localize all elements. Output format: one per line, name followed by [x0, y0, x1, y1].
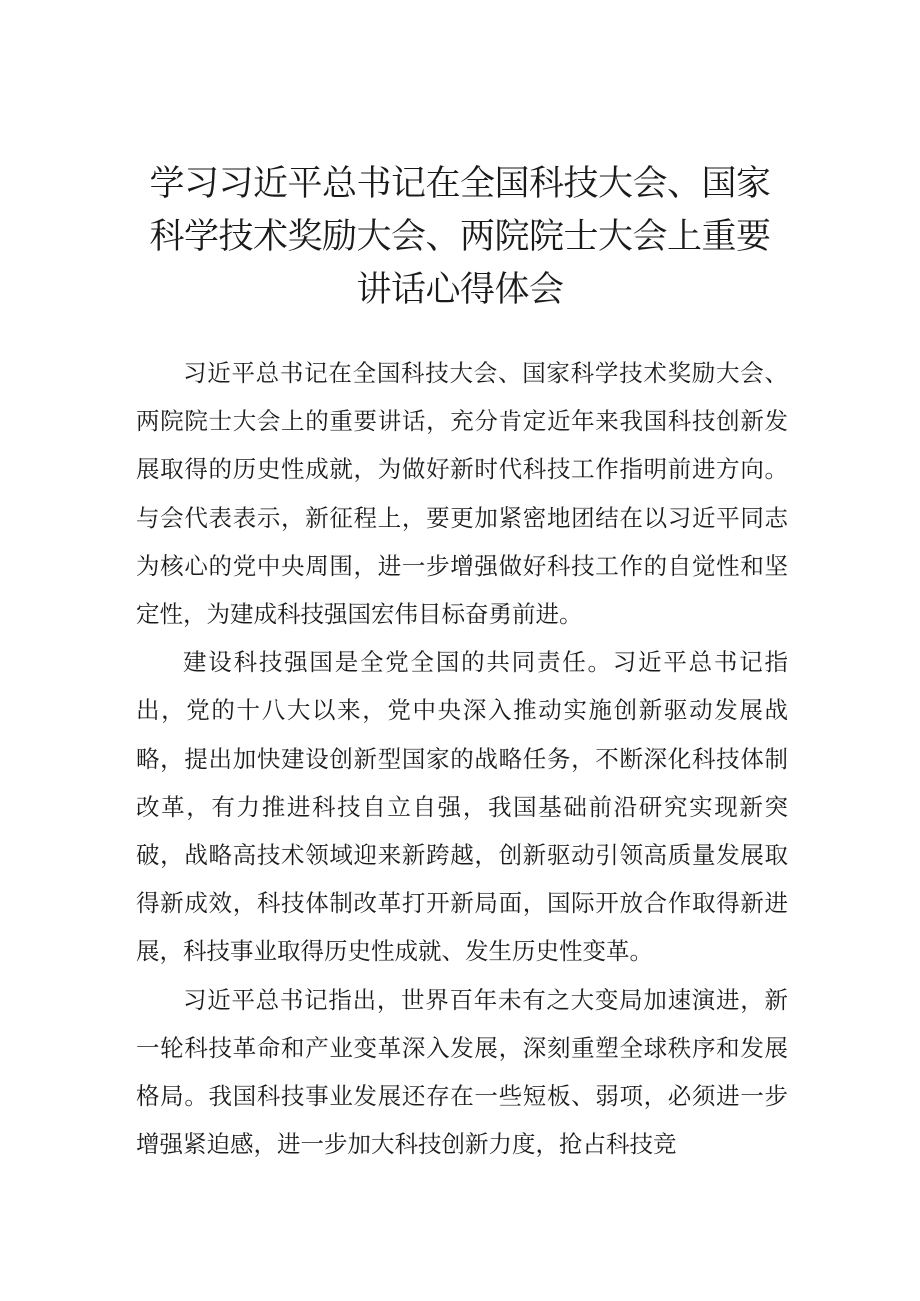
document-title — [120, 158, 800, 317]
title-line-3: 讲话心得体会 — [356, 270, 564, 310]
title-line-2: 科学技术奖励大会、两院院士大会上重要 — [149, 217, 771, 257]
paragraph-1: 习近平总书记在全国科技大会、国家科学技术奖励大会、两院院士大会上的重要讲话，充分肯定近年来我国科技创新发展取得的历史性成就，为做好新时代科技工作指明前进方向。与会代表表示，新征程上，要更加紧密地团结在以习近平同志为核心的党中央周围，进一步增强做好科技工作的自觉性和坚定性，为建成科技强国宏伟目标奋勇前进。 — [136, 359, 788, 629]
paragraph-3: 习近平总书记指出，世界百年未有之大变局加速演进，新一轮科技革命和产业变革深入发展，深刻重塑全球秩序和发展格局。我国科技事业发展还存在一些短板、弱项，必须进一步增强紧迫感，进一步加大科技创新力度，抢占科技竞 — [136, 985, 788, 1159]
title-line-1: 学习习近平总书记在全国科技大会、国家 — [149, 164, 771, 204]
paragraph-2: 建设科技强国是全党全国的共同责任。习近平总书记指出，党的十八大以来，党中央深入推动实施创新驱动发展战略，提出加快建设创新型国家的战略任务，不断深化科技体制改革，有力推进科技自立自强，我国基础前沿研究实现新突破，战略高技术领域迎来新跨越，创新驱动引领高质量发展取得新成效，科技体制改革打开新局面，国际开放合作取得新进展，科技事业取得历史性成就、发生历史性变革。 — [136, 648, 788, 966]
document-body — [136, 349, 788, 1168]
